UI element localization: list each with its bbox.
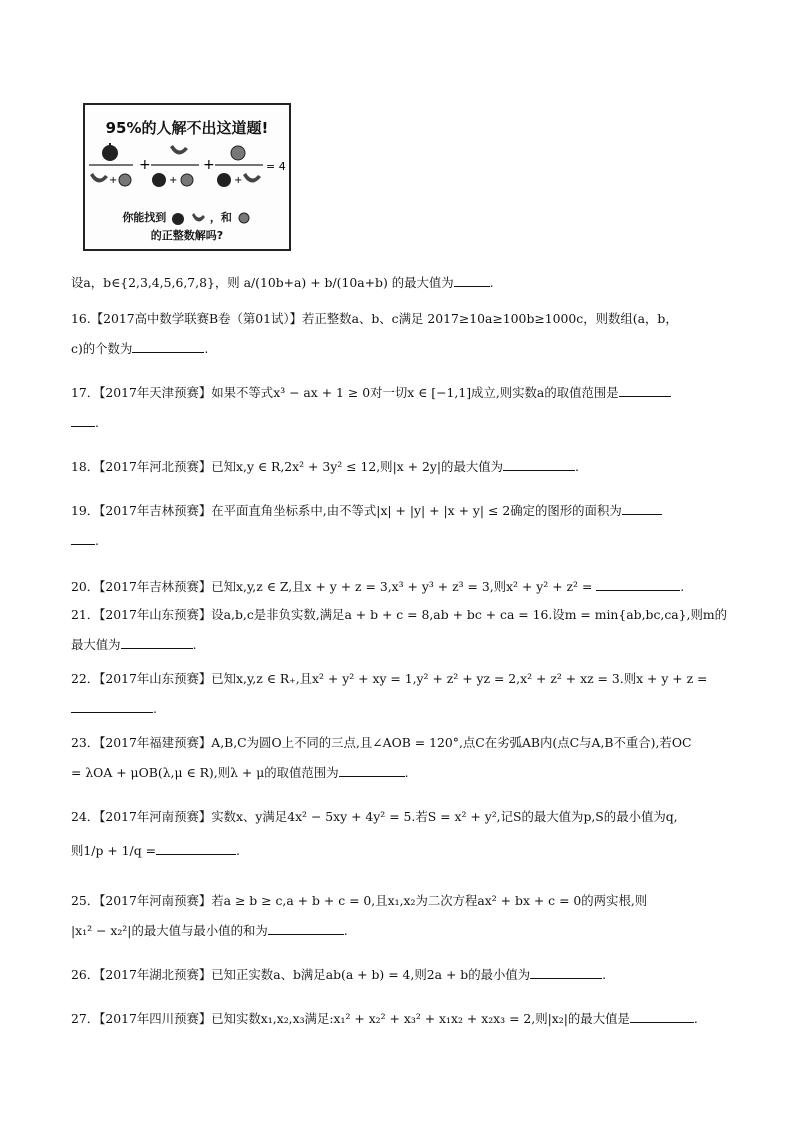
pineapple-icon (231, 146, 245, 160)
question-22-cont: . (71, 698, 721, 720)
apple-icon (152, 173, 166, 187)
question-24: 24．【2017年河南预赛】实数x、y满足4x² − 5xy + 4y² = 5.若S = x² + y²,记S的最大值为p,S的最小值为q, (71, 809, 678, 824)
question-17: 17．【2017年天津预赛】如果不等式x³ − ax + 1 ≥ 0对一切x ∈ [−1,1]成立,则实数a的取值范围是 (71, 382, 721, 404)
banana-icon (170, 145, 188, 155)
question-23-cont: = λOA + μOB(λ,μ ∈ R),则λ + μ的取值范围为 . (71, 765, 409, 780)
apple-icon (217, 173, 231, 187)
question-24-cont: 则1/p + 1/q = . (71, 843, 240, 858)
svg-text:+: + (234, 175, 243, 186)
question-19: 19．【2017年吉林预赛】在平面直角坐标系中,由不等式|x| + |y| + |x + y| ≤ 2确定的图形的面积为 (71, 500, 721, 522)
question-16: 16.【2017高中数学联赛B卷（第01试）】若正整数a、b、c满足 2017≥10a≥100b≥1000c，则数组(a，b， (71, 311, 678, 326)
question-20: 20．【2017年吉林预赛】已知x,y,z ∈ Z,且x + y + z = 3,x³ + y³ + z³ = 3,则x² + y² + z² = . (71, 579, 685, 594)
pineapple-icon (119, 174, 131, 186)
question-25: 25．【2017年河南预赛】若a ≥ b ≥ c,a + b + c = 0,且x₁,x₂为二次方程ax² + bx + c = 0的两实根,则 (71, 893, 648, 908)
question-21-cont: 最大值为 . (71, 637, 197, 652)
pineapple-icon (181, 174, 193, 186)
svg-text:+: + (169, 175, 178, 186)
banana-icon (90, 173, 108, 183)
apple-icon (102, 143, 118, 161)
question-26: 26．【2017年湖北预赛】已知正实数a、b满足ab(a + b) = 4,则2a + b的最小值为 . (71, 967, 607, 982)
puzzle-equals: = 4 (266, 160, 286, 173)
question-17-cont: . (71, 412, 721, 434)
puzzle-image (83, 103, 291, 251)
puzzle-title: 95%的人解不出这道题! (105, 119, 269, 137)
question-19-cont: . (71, 530, 721, 552)
svg-text:+: + (109, 175, 118, 186)
question-22: 22．【2017年山东预赛】已知x,y,z ∈ R₊,且x² + y² + xy = 1,y² + z² + yz = 2,x² + z² + xz = 3.则x + y + z = (71, 671, 708, 686)
question-18: 18．【2017年河北预赛】已知x,y ∈ R,2x² + 3y² ≤ 12,则|x + 2y|的最大值为 . (71, 459, 579, 474)
svg-text:+: + (139, 157, 151, 173)
puzzle-question: 你能找到 ，和 的正整数解吗? (85, 209, 289, 245)
puzzle-equation (85, 143, 289, 193)
svg-text:+: + (203, 157, 215, 173)
apple-icon (170, 211, 186, 225)
banana-icon (243, 173, 261, 183)
question-15: 设a，b∈{2,3,4,5,6,7,8}，则 a/(10b+a) + b/(10a+b) 的最大值为 . (71, 275, 494, 290)
question-23: 23．【2017年福建预赛】A,B,C为圆O上不同的三点,且∠AOB = 120°,点C在劣弧AB内(点C与A,B不重合),若OC (71, 735, 692, 750)
question-21: 21．【2017年山东预赛】设a,b,c是非负实数,满足a + b + c = 8,ab + bc + ca = 16.设m = min{ab,bc,ca},则m的 (71, 607, 728, 622)
question-16-cont: c)的个数为 . (71, 341, 209, 356)
pineapple-icon (236, 211, 252, 225)
question-27: 27．【2017年四川预赛】已知实数x₁,x₂,x₃满足:x₁² + x₂² + x₃² + x₁x₂ + x₂x₃ = 2,则|x₂|的最大值是 . (71, 1011, 698, 1026)
question-25-cont: |x₁² − x₂²|的最大值与最小值的和为 . (71, 923, 348, 938)
banana-icon (190, 211, 206, 225)
